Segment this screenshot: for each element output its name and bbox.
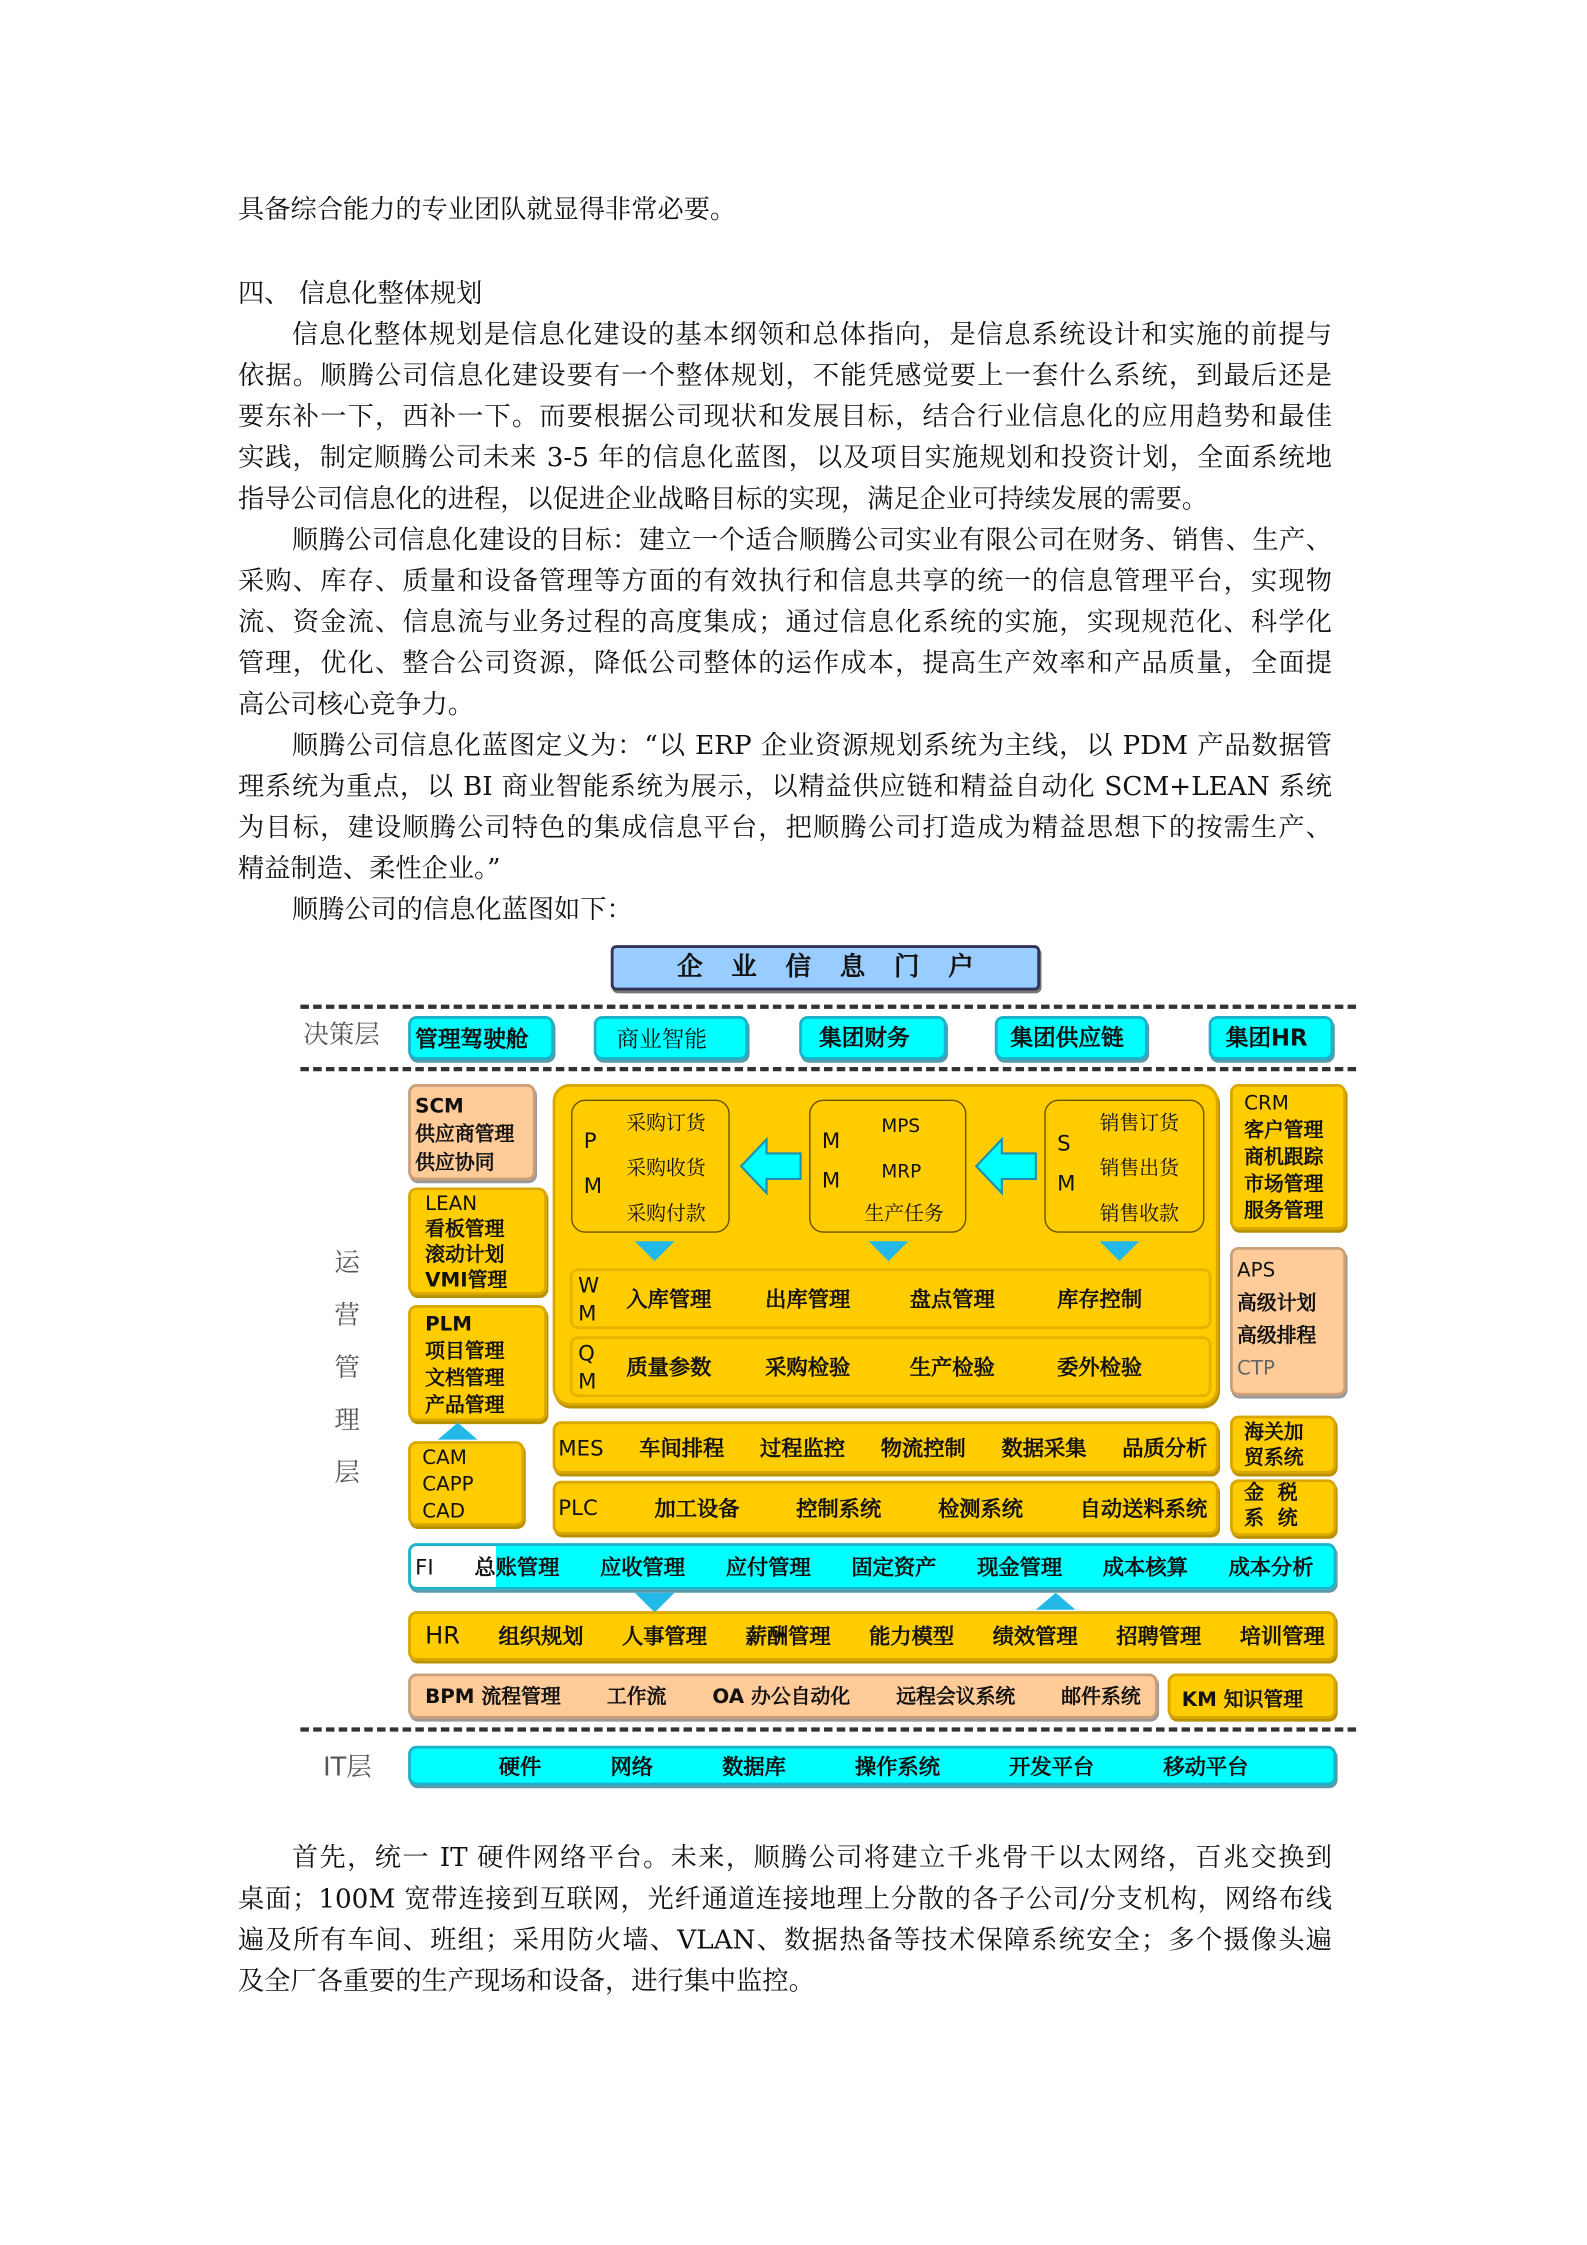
paragraph-line: 实践，制定顺腾公司未来 3-5 年的信息化蓝图，以及项目实施规划和投资计划，全面系统地 bbox=[238, 443, 1332, 474]
it-item: 数据库 bbox=[722, 1753, 786, 1780]
section-heading: 四、 信息化整体规划 bbox=[238, 279, 483, 309]
down-arrow-icon bbox=[635, 1241, 675, 1261]
paragraph-line: 精益制造、柔性企业。” bbox=[238, 854, 501, 885]
hr-title: HR bbox=[425, 1621, 460, 1651]
bpm-item: BPM 流程管理 bbox=[425, 1686, 561, 1709]
mes-item: 过程监控 bbox=[759, 1435, 846, 1461]
plm-item: 项目管理 bbox=[425, 1340, 505, 1364]
fi-row bbox=[408, 1543, 1336, 1590]
sm-item: 销售收款 bbox=[1099, 1203, 1179, 1226]
plm-item: 文档管理 bbox=[425, 1367, 505, 1391]
pm-item: 采购订货 bbox=[626, 1112, 706, 1136]
up-arrow-icon bbox=[1036, 1593, 1076, 1610]
lean-item: 滚动计划 bbox=[425, 1244, 505, 1267]
module-code: P bbox=[583, 1127, 597, 1154]
scm-box bbox=[408, 1084, 536, 1180]
mes-item: 数据采集 bbox=[1001, 1435, 1087, 1461]
it-layer-label: IT层 bbox=[323, 1752, 372, 1783]
it-item: 硬件 bbox=[498, 1753, 542, 1780]
bpm-row bbox=[408, 1673, 1158, 1718]
module-code: M bbox=[578, 1300, 597, 1327]
qm-row bbox=[570, 1336, 1212, 1397]
down-arrow-icon bbox=[1100, 1241, 1140, 1261]
label-char: 层 bbox=[334, 1458, 360, 1488]
sm-module bbox=[1044, 1100, 1204, 1233]
km-label: KM 知识管理 bbox=[1181, 1689, 1304, 1712]
paragraph-line: 首先，统一 IT 硬件网络平台。未来，顺腾公司将建立千兆骨干以太网络，百兆交换到 bbox=[291, 1843, 1332, 1874]
decision-label: 集团HR bbox=[1225, 1024, 1308, 1052]
paragraph-line: 顺腾公司信息化蓝图定义为：“以 ERP 企业资源规划系统为主线，以 PDM 产品数据管 bbox=[291, 731, 1332, 761]
mes-item: 车间排程 bbox=[639, 1435, 725, 1461]
paragraph-line: 流、资金流、信息流与业务过程的高度集成；通过信息化系统的实施，实现规范化、科学化 bbox=[238, 607, 1332, 638]
cad-box bbox=[408, 1441, 524, 1526]
fi-item: 应付管理 bbox=[725, 1554, 811, 1580]
plm-title: PLM bbox=[425, 1313, 473, 1337]
layer-divider bbox=[300, 1005, 1356, 1009]
fi-item: 现金管理 bbox=[977, 1554, 1063, 1580]
left-arrow-icon bbox=[973, 1136, 1038, 1196]
paragraph-line: 依据。顺腾公司信息化建设要有一个整体规划，不能凭感觉要上一套什么系统，到最后还是 bbox=[238, 361, 1332, 392]
bpm-item: 邮件系统 bbox=[1061, 1686, 1141, 1709]
wm-item: 盘点管理 bbox=[909, 1286, 995, 1313]
crm-item: 商机跟踪 bbox=[1244, 1146, 1324, 1170]
module-code: M bbox=[821, 1127, 841, 1154]
mm-item: MPS bbox=[881, 1116, 921, 1138]
it-item: 开发平台 bbox=[1009, 1753, 1095, 1780]
decision-label: 管理驾驶舱 bbox=[415, 1025, 529, 1053]
hr-item: 绩效管理 bbox=[992, 1623, 1078, 1650]
plc-row bbox=[553, 1481, 1219, 1535]
hr-item: 招聘管理 bbox=[1116, 1623, 1202, 1650]
wm-item: 入库管理 bbox=[626, 1286, 712, 1313]
aps-title: APS bbox=[1237, 1259, 1276, 1283]
module-code: M bbox=[583, 1173, 603, 1199]
crm-title: CRM bbox=[1244, 1092, 1289, 1116]
crm-item: 市场管理 bbox=[1244, 1173, 1324, 1196]
paragraph-line: 采购、库存、质量和设备管理等方面的有效执行和信息共享的统一的信息管理平台，实现物 bbox=[238, 566, 1332, 597]
qm-item: 质量参数 bbox=[626, 1354, 712, 1381]
layer-divider bbox=[300, 1067, 1356, 1071]
it-item: 操作系统 bbox=[855, 1753, 941, 1780]
label-char: 管 bbox=[334, 1353, 360, 1383]
plc-item: 检测系统 bbox=[937, 1495, 1023, 1522]
paragraph-line: 及全厂各重要的生产现场和设备，进行集中监控。 bbox=[238, 1966, 815, 1997]
paragraph-line: 桌面；100M 宽带连接到互联网，光纤通道连接地理上分散的各子公司/分支机构，网络布线 bbox=[238, 1884, 1332, 1915]
plc-item: 控制系统 bbox=[796, 1495, 882, 1522]
pm-item: 采购收货 bbox=[626, 1157, 706, 1181]
paragraph-line: 高公司核心竞争力。 bbox=[238, 690, 475, 720]
golden-tax-box bbox=[1230, 1479, 1336, 1536]
module-code: Q bbox=[578, 1340, 595, 1366]
lean-item: 看板管理 bbox=[425, 1218, 505, 1242]
label-char: 理 bbox=[334, 1405, 360, 1436]
cad-item: CAPP bbox=[422, 1473, 474, 1497]
customs-label: 贸系统 bbox=[1244, 1446, 1304, 1470]
lean-box bbox=[408, 1187, 547, 1295]
customs-label: 海关加 bbox=[1244, 1421, 1304, 1444]
fi-item: 成本核算 bbox=[1102, 1554, 1188, 1580]
hr-row bbox=[408, 1611, 1336, 1661]
decision-box bbox=[995, 1016, 1148, 1060]
module-code: S bbox=[1057, 1130, 1071, 1157]
tax-label: 系 统 bbox=[1244, 1507, 1298, 1531]
mes-item: 品质分析 bbox=[1122, 1435, 1208, 1461]
paragraph-line: 信息化整体规划是信息化建设的基本纲领和总体指向，是信息系统设计和实施的前提与 bbox=[291, 320, 1332, 350]
aps-item: 高级排程 bbox=[1237, 1324, 1317, 1348]
down-arrow-icon bbox=[869, 1241, 909, 1261]
fi-item: 成本分析 bbox=[1228, 1554, 1314, 1580]
qm-item: 委外检验 bbox=[1057, 1354, 1143, 1381]
decision-box bbox=[1209, 1016, 1334, 1060]
scm-item: 供应商管理 bbox=[415, 1123, 515, 1147]
fi-item: 应收管理 bbox=[600, 1554, 686, 1580]
scm-item: 供应协同 bbox=[415, 1152, 495, 1175]
portal-box bbox=[611, 945, 1040, 990]
up-arrow-icon bbox=[438, 1423, 478, 1440]
qm-item: 生产检验 bbox=[909, 1354, 995, 1381]
mes-item: 物流控制 bbox=[880, 1435, 966, 1461]
layer-divider bbox=[300, 1727, 1356, 1731]
decision-label: 集团财务 bbox=[819, 1024, 910, 1052]
decision-layer-label: 决策层 bbox=[303, 1020, 380, 1050]
paragraph-line: 要东补一下，西补一下。而要根据公司现状和发展目标，结合行业信息化的应用趋势和最佳 bbox=[238, 402, 1332, 433]
mes-title: MES bbox=[558, 1434, 604, 1461]
left-arrow-icon bbox=[738, 1136, 803, 1196]
module-code: M bbox=[821, 1167, 841, 1194]
mm-item: 生产任务 bbox=[864, 1203, 944, 1226]
hr-item: 人事管理 bbox=[622, 1623, 708, 1650]
paragraph-line: 顺腾公司的信息化蓝图如下： bbox=[291, 895, 633, 926]
paragraph-line: 遍及所有车间、班组；采用防火墙、VLAN、数据热备等技术保障系统安全；多个摄像头遍 bbox=[238, 1925, 1332, 1956]
qm-item: 采购检验 bbox=[765, 1354, 851, 1381]
wm-item: 出库管理 bbox=[765, 1286, 851, 1313]
label-char: 营 bbox=[334, 1300, 360, 1331]
km-box bbox=[1168, 1673, 1337, 1718]
it-row bbox=[408, 1746, 1336, 1786]
aps-item: 高级计划 bbox=[1237, 1292, 1317, 1315]
plc-title: PLC bbox=[558, 1494, 598, 1521]
plm-box bbox=[408, 1305, 547, 1421]
aps-box bbox=[1230, 1247, 1346, 1396]
bpm-item: OA 办公自动化 bbox=[712, 1686, 851, 1709]
hr-item: 能力模型 bbox=[869, 1623, 955, 1650]
portal-label: 企 业 信 息 门 户 bbox=[677, 952, 974, 982]
scm-title: SCM bbox=[415, 1095, 464, 1119]
decision-label: 商业智能 bbox=[616, 1025, 708, 1053]
mm-item: MRP bbox=[881, 1161, 922, 1184]
intro-line: 具备综合能力的专业团队就显得非常必要。 bbox=[238, 195, 737, 226]
decision-label: 集团供应链 bbox=[1010, 1024, 1124, 1052]
decision-box bbox=[408, 1016, 554, 1060]
paragraph-line: 理系统为重点，以 BI 商业智能系统为展示，以精益供应链和精益自动化 SCM+LEAN 系统 bbox=[238, 772, 1332, 803]
fi-title: FI bbox=[415, 1553, 434, 1580]
hr-item: 培训管理 bbox=[1239, 1623, 1325, 1650]
cad-item: CAM bbox=[422, 1446, 467, 1470]
aps-item: CTP bbox=[1237, 1357, 1275, 1381]
sm-item: 销售出货 bbox=[1099, 1157, 1179, 1181]
mes-row bbox=[553, 1421, 1219, 1473]
module-code: W bbox=[578, 1272, 600, 1298]
plc-item: 自动送料系统 bbox=[1079, 1495, 1208, 1522]
paragraph-line: 顺腾公司信息化建设的目标：建立一个适合顺腾公司实业有限公司在财务、销售、生产、 bbox=[291, 525, 1332, 556]
module-code: M bbox=[1057, 1170, 1076, 1196]
wm-item: 库存控制 bbox=[1057, 1286, 1143, 1313]
label-char: 运 bbox=[334, 1248, 360, 1279]
hr-item: 组织规划 bbox=[498, 1623, 584, 1650]
crm-box bbox=[1230, 1084, 1346, 1230]
customs-box bbox=[1230, 1416, 1336, 1474]
paragraph-line: 管理，优化、整合公司资源，降低公司整体的运作成本，提高生产效率和产品质量，全面提 bbox=[238, 648, 1332, 679]
plc-item: 加工设备 bbox=[654, 1495, 740, 1522]
hr-item: 薪酬管理 bbox=[745, 1623, 831, 1650]
lean-item: VMI管理 bbox=[425, 1269, 508, 1293]
it-item: 移动平台 bbox=[1163, 1753, 1249, 1780]
paragraph-line: 指导公司信息化的进程，以促进企业战略目标的实现，满足企业可持续发展的需要。 bbox=[238, 484, 1209, 515]
bpm-item: 工作流 bbox=[606, 1686, 667, 1709]
paragraph-line: 为目标，建设顺腾公司特色的集成信息平台，把顺腾公司打造成为精益思想下的按需生产、 bbox=[238, 813, 1332, 844]
plm-item: 产品管理 bbox=[425, 1394, 505, 1417]
fi-item: 总账管理 bbox=[474, 1554, 560, 1580]
down-arrow-icon bbox=[635, 1593, 675, 1613]
lean-title: LEAN bbox=[425, 1193, 478, 1216]
pm-item: 采购付款 bbox=[626, 1203, 706, 1226]
module-code: M bbox=[578, 1368, 597, 1395]
bpm-item: 远程会议系统 bbox=[896, 1686, 1016, 1709]
decision-box bbox=[799, 1016, 946, 1060]
operation-layer-label bbox=[334, 1237, 362, 1499]
sm-item: 销售订货 bbox=[1099, 1112, 1179, 1136]
it-item: 网络 bbox=[610, 1753, 653, 1780]
tax-label: 金 税 bbox=[1244, 1482, 1298, 1505]
crm-item: 客户管理 bbox=[1244, 1119, 1324, 1143]
cad-item: CAD bbox=[422, 1500, 465, 1524]
fi-item: 固定资产 bbox=[851, 1554, 937, 1580]
pm-module bbox=[571, 1100, 730, 1233]
wm-row bbox=[570, 1268, 1212, 1329]
decision-box bbox=[594, 1016, 748, 1060]
crm-item: 服务管理 bbox=[1244, 1200, 1324, 1223]
mm-module bbox=[809, 1100, 966, 1233]
